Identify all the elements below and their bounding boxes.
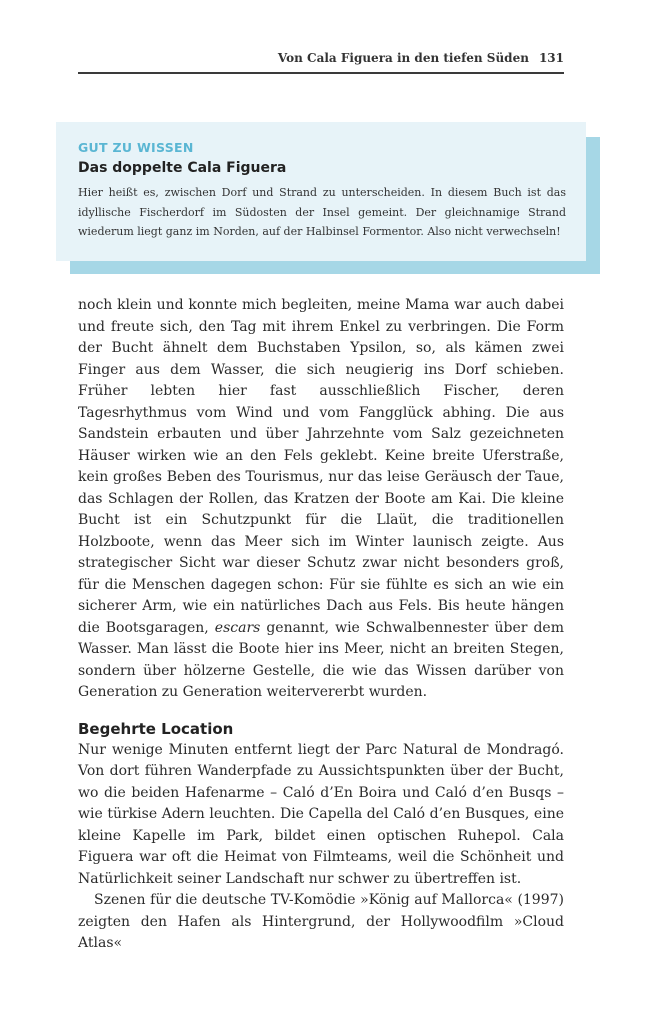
page-number: 131	[538, 51, 564, 65]
infobox-text: Hier heißt es, zwischen Dorf und Strand zu unterscheiden. In diesem Buch ist das idyllische Fischerdorf im Südosten der Insel gemeint. Der gleichnamige Strand wiederum liegt ganz im Norden, auf der Halbinsel Formentor. Also nicht verwechseln!	[78, 186, 566, 238]
running-head	[78, 51, 564, 65]
infobox	[56, 122, 586, 261]
section-heading: Begehrte Location	[78, 719, 234, 738]
paragraph-3: Szenen für die deutsche TV-Komödie »König auf Mallorca« (1997) zeigten den Hafen als Hintergrund, der Hollywoodfilm »Cloud Atlas«	[78, 892, 564, 951]
running-title: Von Cala Figuera in den tiefen Süden	[277, 51, 529, 65]
emphasis-escars: escars	[214, 619, 261, 636]
infobox-title: Das doppelte Cala Figuera	[78, 160, 287, 176]
paragraph-1	[78, 295, 564, 704]
body-text	[78, 295, 564, 955]
paragraph-1-text-a: noch klein und konnte mich begleiten, meine Mama war auch dabei und freute sich, den Tag mit ihrem Enkel zu verbringen. Die Form der Bucht ähnelt dem Buchstaben Ypsilon, so, als kämen zwei Finger aus dem Wasser, die sich neugierig ins Dorf schieben. Früher lebten hier fast ausschließlich Fischer, deren Tagesrhythmus vom Wind und vom Fangglück abhing. Die aus Sandstein erbauten und über Jahrzehnte vom Salz gezeichneten Häuser wirken wie an den Fels geklebt. Keine breite Uferstraße, kein großes Beben des Tourismus, nur das leise Geräusch der Taue, das Schlagen der Rollen, das Kratzen der Boote am Kai. Die kleine Bucht ist ein Schutzpunkt für die Llaüt, die traditionellen Holzboote, wenn das Meer sich im Winter launisch zeigte. Aus strategischer Sicht war dieser Schutz zwar nicht besonders groß, für die Menschen dagegen schon: Für sie fühlte es sich an wie ein sicherer Arm, wie ein natürliches Dach aus Fels. Bis heute hängen die Bootsgaragen,	[78, 297, 564, 636]
paragraph-1-text-b: genannt, wie Schwalbennester über dem Wasser. Man lässt die Boote hier ins Meer, nicht an breiten Stegen, sondern über hölzerne Gestelle, die wie das Wissen darüber von Generation zu Generation weitervererbt wurden.	[78, 619, 564, 700]
infobox-kicker: GUT ZU WISSEN	[78, 140, 194, 155]
header-rule	[78, 72, 564, 74]
paragraph-2: Nur wenige Minuten entfernt liegt der Parc Natural de Mondragó. Von dort führen Wanderpfade zu Aussichtspunkten über der Bucht, wo die beiden Hafenarme – Caló d’En Boira und Caló d’en Busqs – wie türkise Adern leuchten. Die Capella del Caló d’en Busques, eine kleine Kapelle im Park, bildet einen optischen Ruhepol. Cala Figuera war oft die Heimat von Filmteams, weil die Schönheit und Natürlichkeit seiner Landschaft nur schwer zu übertreffen ist.	[78, 741, 564, 887]
